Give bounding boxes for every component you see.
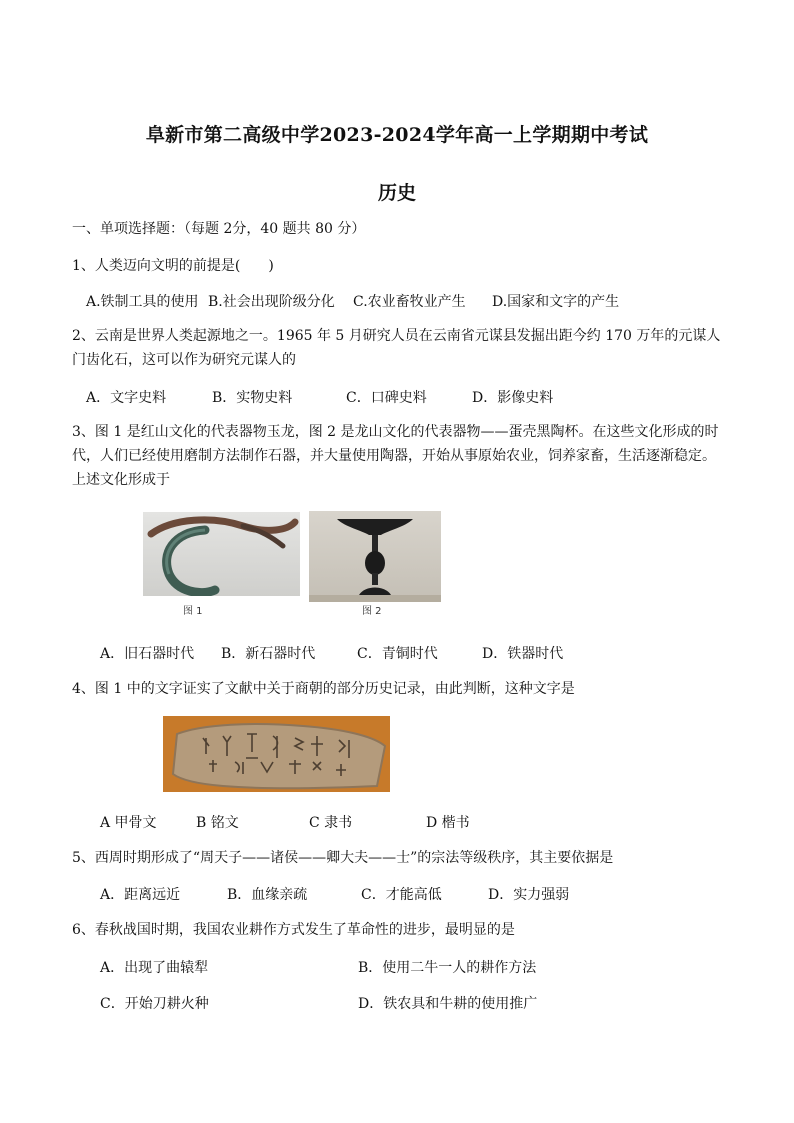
question-2-option-c: C．口碑史料 [346,390,427,406]
black-pottery-cup-image [309,511,441,602]
question-1-option-b: B.社会出现阶级分化 [208,294,335,310]
jade-dragon-image [143,512,300,596]
question-1-option-c: C.农业畜牧业产生 [353,294,466,310]
question-1-stem: 1、人类迈向文明的前提是( ) [72,258,274,274]
question-2-option-a: A．文字史料 [86,390,167,406]
question-5-option-b: B．血缘亲疏 [227,887,308,903]
question-6-option-d: D．铁农具和牛耕的使用推广 [358,996,538,1012]
figure-2-caption: 图 2 [362,606,382,617]
question-4-option-b: B 铭文 [196,815,239,831]
question-5-option-a: A．距离远近 [100,887,181,903]
question-6-option-c: C．开始刀耕火种 [100,996,209,1012]
question-3-option-c: C．青铜时代 [357,646,438,662]
question-3-option-d: D．铁器时代 [482,646,564,662]
question-6-option-b: B．使用二牛一人的耕作方法 [358,960,537,976]
exam-title: 阜新市第二高级中学2023-2024学年高一上学期期中考试 [145,124,649,146]
question-2-option-d: D．影像史料 [472,390,554,406]
question-3-option-a: A．旧石器时代 [100,646,195,662]
question-5-option-c: C．才能高低 [361,887,442,903]
question-6-stem: 6、春秋战国时期，我国农业耕作方式发生了革命性的进步，最明显的是 [72,922,515,938]
question-5-option-d: D．实力强弱 [488,887,570,903]
oracle-bone-image [163,716,390,792]
question-6-option-a: A．出现了曲辕犁 [100,960,209,976]
question-4-stem: 4、图 1 中的文字证实了文献中关于商朝的部分历史记录，由此判断，这种文字是 [72,681,575,697]
question-1-option-a: A.铁制工具的使用 [86,294,199,310]
figure-1-caption: 图 1 [183,606,203,617]
question-5-stem: 5、西周时期形成了“周天子——诸侯——卿大夫——士”的宗法等级秩序，其主要依据是 [72,850,614,866]
exam-subject: 历史 [377,182,416,204]
section-heading: 一、单项选择题：（每题 2分，40 题共 80 分） [72,221,366,237]
question-3-stem: 3、图 1 是红山文化的代表器物玉龙，图 2 是龙山文化的代表器物——蛋壳黑陶杯。在这些文化形成的时代，人们已经使用磨制方法制作石器，并大量使用陶器，开始从事原始农业，饲养家畜，生活逐渐稳定。上述文化形成于 [72,424,719,488]
question-2-stem: 2、云南是世界人类起源地之一。1965 年 5 月研究人员在云南省元谋县发掘出距今约 170 万年的元谋人门齿化石，这可以作为研究元谋人的 [72,328,721,368]
question-3-option-b: B．新石器时代 [221,646,316,662]
question-2-option-b: B．实物史料 [212,390,293,406]
question-4-option-c: C 隶书 [309,815,353,831]
question-4-option-d: D 楷书 [426,815,470,831]
question-4-option-a: A 甲骨文 [100,815,157,831]
question-1-option-d: D.国家和文字的产生 [492,294,620,310]
